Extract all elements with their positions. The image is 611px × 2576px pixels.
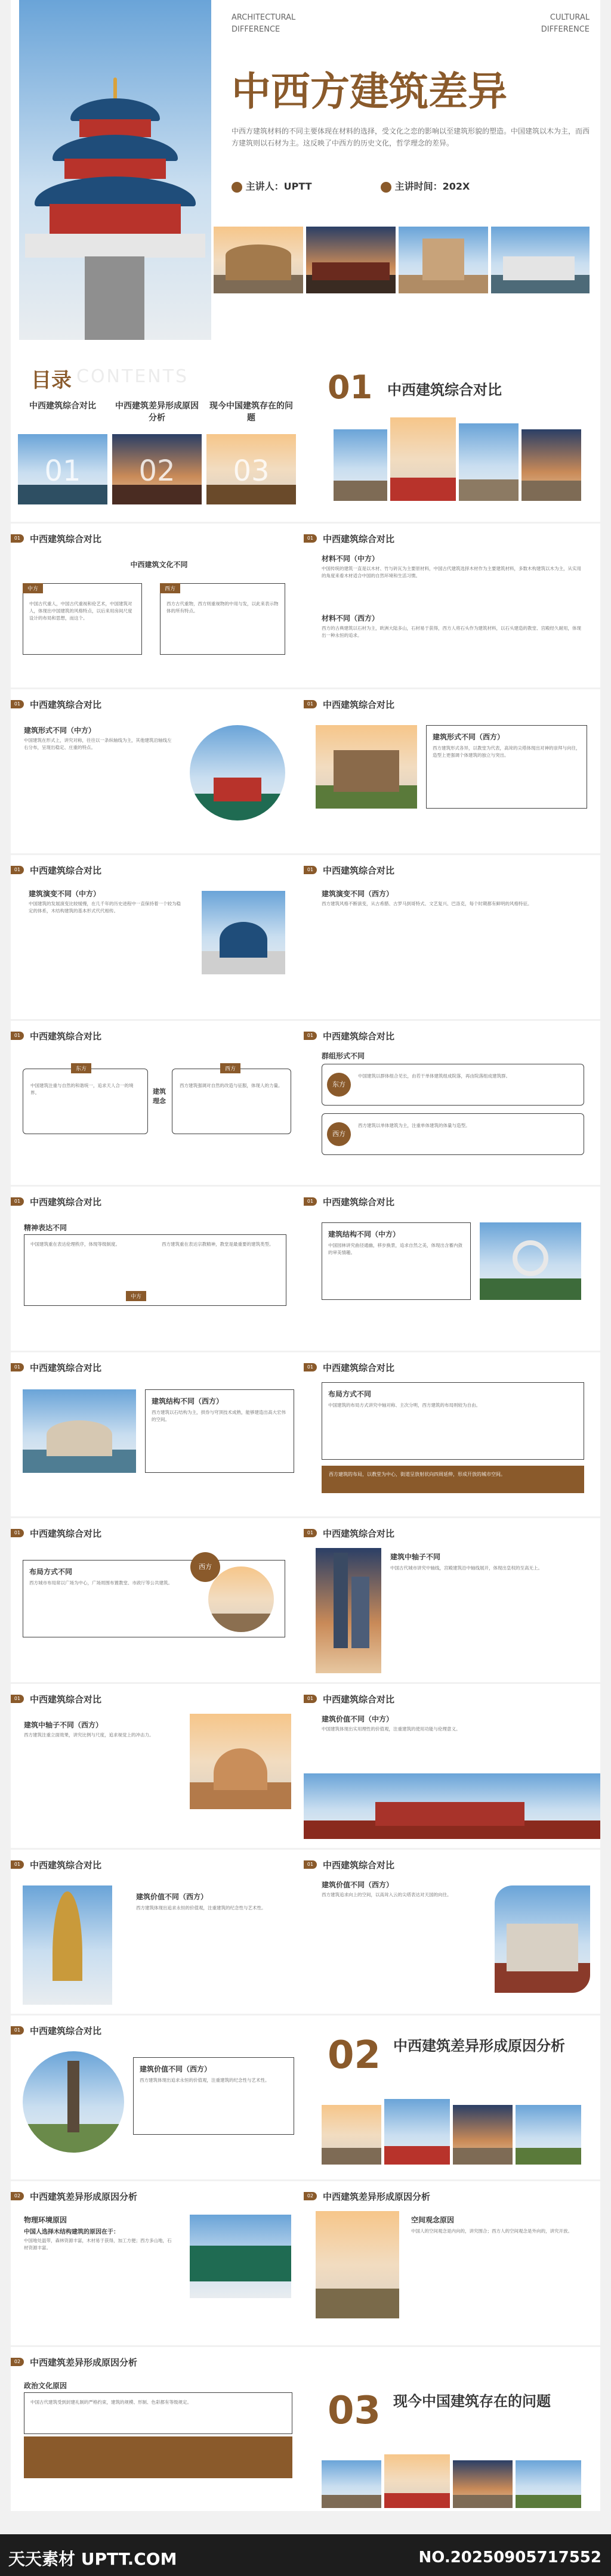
slide-header: 中西建筑综合对比 xyxy=(323,533,395,544)
slide-header: 中西建筑综合对比 xyxy=(323,1030,395,1042)
toc-item-1-label: 中西建筑综合对比 xyxy=(29,401,96,411)
section-02-strip-2 xyxy=(384,2099,450,2165)
cover-en-right: CULTURAL DIFFERENCE xyxy=(541,13,590,34)
spirit-title: 精神表达不同 xyxy=(24,1224,67,1232)
forbidden-city-image xyxy=(304,1773,600,1839)
slide-index: 01 xyxy=(11,1032,24,1040)
concept-cn-box xyxy=(23,1066,148,1134)
section-03-title: 现今中国建筑存在的问题 xyxy=(393,2393,551,2410)
spirit-text-1: 中国建筑重在表达伦理秩序，体现等级制度。 xyxy=(30,1241,120,1247)
layout-text: 中国建筑的布局方式讲究中轴对称、主次分明，西方建筑的布局则较为自由。 xyxy=(328,1402,480,1408)
user-icon xyxy=(232,182,242,193)
space-text: 中国人的空间观念是内向的，讲究围合；西方人的空间观念是外向的，讲究开放。 xyxy=(411,2228,572,2234)
layout-note-text: 西方建筑的布局，以教堂为中心，街道呈放射状向四周延伸，形成开放的城市空间。 xyxy=(329,1472,505,1477)
slide-header: 中西建筑综合对比 xyxy=(30,865,102,876)
height-west-text: 西方建筑注重立面效果，讲究比例与尺度，追求视觉上的冲击力。 xyxy=(24,1732,154,1738)
section-02-slide xyxy=(304,2015,600,2179)
form-cn-slide xyxy=(11,689,307,853)
layout-west-text: 西方城市布局常以广场为中心，广场周围布置教堂、市政厅等公共建筑。 xyxy=(29,1580,172,1586)
eiffel-title: 建筑价值不同（西方） xyxy=(140,2065,212,2073)
cn-box xyxy=(23,583,142,655)
eiffel-text: 西方建筑体现出追求永恒的价值观，注重建筑的纪念性与艺术性。 xyxy=(140,2077,270,2083)
west-tag: 西方 xyxy=(160,583,180,593)
great-wall-image xyxy=(316,2211,399,2318)
style-west-title: 建筑演变不同（西方） xyxy=(322,890,394,898)
value-west-text: 西方建筑体现出追求永恒的价值观，注重建筑的纪念性与艺术性。 xyxy=(136,1905,266,1911)
slide-index: 01 xyxy=(11,1363,24,1371)
concept-cn-tag: 东方 xyxy=(71,1063,91,1073)
layout-box xyxy=(322,1382,584,1460)
spirit-slide xyxy=(11,1187,307,1351)
height-west-slide xyxy=(11,1684,307,1848)
height-west-title: 建筑中轴子不同（西方） xyxy=(24,1721,103,1729)
venice-image xyxy=(23,1389,136,1473)
colosseum-image xyxy=(214,227,303,293)
style-cn-slide xyxy=(11,855,307,1019)
slide-header: 中西建筑综合对比 xyxy=(323,1362,395,1373)
palace-image xyxy=(306,227,396,293)
slide-header: 中西建筑综合对比 xyxy=(323,1859,395,1871)
cover-slide xyxy=(11,0,600,358)
eiffel-image xyxy=(23,2051,124,2153)
potala-image xyxy=(495,1885,590,1993)
spirit-cn-tag: 中方 xyxy=(126,1291,146,1301)
cover-speaker xyxy=(232,179,312,193)
toc-item-2-image xyxy=(112,434,202,504)
eave-image xyxy=(190,2215,291,2298)
form-west-slide xyxy=(304,689,600,853)
west-box xyxy=(160,583,285,655)
toc-item-2-label: 中西建筑差异形成原因分析 xyxy=(115,401,199,423)
env-slide xyxy=(11,2181,307,2345)
slide-index: 01 xyxy=(304,700,317,708)
group-title: 群组形式不同 xyxy=(322,1052,365,1060)
slide-index: 01 xyxy=(11,1529,24,1537)
form-west-text: 西方建筑形式各异，以教堂为代表，高耸的尖塔体现出对神的崇拜与向往，造型上更强调个体建筑的独立与突出。 xyxy=(433,745,581,758)
toc-heading-en: CONTENTS xyxy=(76,366,189,387)
form-west-box xyxy=(426,725,587,809)
slide-index: 02 xyxy=(304,2192,317,2200)
garden-title: 建筑结构不同（中方） xyxy=(328,1230,400,1239)
slide-header: 中西建筑差异形成原因分析 xyxy=(323,2191,431,2202)
section-03-num: 03 xyxy=(328,2389,381,2433)
footer-right-text: NO.20250905717552 xyxy=(418,2549,601,2566)
form-west-title: 建筑形式不同（西方） xyxy=(433,733,505,741)
form-cn-title: 建筑形式不同（中方） xyxy=(24,726,96,735)
slide-header: 中西建筑综合对比 xyxy=(30,699,102,710)
slide-header: 中西建筑综合对比 xyxy=(30,1196,102,1208)
value-cn-title: 建筑价值不同（中方） xyxy=(322,1715,394,1723)
section-02-strip-4 xyxy=(516,2105,581,2165)
env-text: 中国地处温带，森林资源丰富，木材易于获得，加工方便；西方多山地，石材资源丰富。 xyxy=(24,2238,172,2250)
group-west-box xyxy=(322,1113,584,1155)
skyscraper-image xyxy=(316,1548,381,1673)
temple-of-heaven-image xyxy=(19,0,211,340)
style-cn-title: 建筑演变不同（中方） xyxy=(29,890,101,898)
chinese-village-image xyxy=(491,227,590,293)
concept-west-tag: 西方 xyxy=(220,1063,240,1073)
section-01-strip-1 xyxy=(334,429,387,501)
slide-index: 01 xyxy=(304,1197,317,1206)
politics-text: 中国古代建筑受到封建礼制的严格约束，建筑的规模、形制、色彩都有等级规定。 xyxy=(30,2399,192,2405)
footer-left-text: 天天素材 UPTT.COM xyxy=(8,2549,177,2569)
slide-header: 中西建筑差异形成原因分析 xyxy=(30,2357,138,2368)
group-slide xyxy=(304,1021,600,1185)
west-text: 西方古代重物，西方则重视物的中用与发，以此来表示物体的所有特点。 xyxy=(166,601,279,614)
cover-en-left: ARCHITECTURAL DIFFERENCE xyxy=(232,13,296,34)
cathedral-round-image xyxy=(208,1566,274,1632)
struct-west-title: 建筑结构不同（西方） xyxy=(152,1397,224,1405)
toc-item-3-image xyxy=(206,434,296,504)
concept-west-text: 西方建筑强调对自然的改造与征服，体现人的力量。 xyxy=(180,1083,283,1088)
material-text-slide xyxy=(304,524,600,688)
section-01-title: 中西建筑综合对比 xyxy=(387,382,502,398)
section-03-strip-3 xyxy=(453,2460,513,2508)
style-west-text: 西方建筑风格不断演变，从古希腊、古罗马到哥特式、文艺复兴、巴洛克，每个时期都有鲜明的风格特征。 xyxy=(322,901,532,906)
space-title: 空间观念原因 xyxy=(411,2216,455,2224)
style-west-slide xyxy=(304,855,600,1019)
slide-header: 中西建筑综合对比 xyxy=(323,1196,395,1208)
slide-header: 中西建筑综合对比 xyxy=(30,1362,102,1373)
toc-item-1-image xyxy=(18,434,107,504)
form-cn-text: 中国建筑在形式上，讲究对称，往往以一条纵轴线为主，其他建筑沿轴线左右分布，呈现出稳定、庄重的特点。 xyxy=(24,738,172,750)
height-cn-title: 建筑中轴子不同 xyxy=(390,1553,441,1561)
slide-header: 中西建筑综合对比 xyxy=(30,1693,102,1705)
slide-index: 01 xyxy=(11,700,24,708)
golden-pagoda-image xyxy=(23,1885,112,2005)
material-compare-title: 中西建筑文化不同 xyxy=(130,561,188,569)
politics-fill xyxy=(24,2436,292,2478)
toc-item-3-label: 现今中国建筑存在的问题 xyxy=(209,401,293,423)
concept-west-box xyxy=(172,1066,291,1134)
toc-item-1[interactable] xyxy=(18,400,107,504)
slide-header: 中西建筑综合对比 xyxy=(30,2025,102,2036)
slide-index: 02 xyxy=(11,2192,24,2200)
clock-icon xyxy=(381,182,391,193)
value-cn-slide xyxy=(304,1684,600,1848)
group-west-chip: 西方 xyxy=(327,1122,351,1146)
castle-image xyxy=(316,725,417,809)
value-west2-title: 建筑价值不同（西方） xyxy=(322,1881,394,1889)
garden-text: 中国园林讲究曲径通幽，移步换景，追求自然之美，体现出含蓄内敛的审美情趣。 xyxy=(328,1243,462,1255)
slide-header: 中西建筑综合对比 xyxy=(323,1528,395,1539)
slide-index: 01 xyxy=(11,1695,24,1703)
slide-index: 01 xyxy=(304,534,317,543)
slide-index: 01 xyxy=(304,1032,317,1040)
cover-description: 中西方建筑材料的不同主要体现在材料的选择，受文化之恋的影响以至建筑形貌的塑造。中国建筑以木为主，而西方建筑则以石材为主。这反映了中西方的历史文化，哲学理念的差异。 xyxy=(232,127,590,147)
slide-header: 中西建筑综合对比 xyxy=(323,1693,395,1705)
slide-header: 中西建筑综合对比 xyxy=(30,1030,102,1042)
section-02-title: 中西建筑差异形成原因分析 xyxy=(393,2038,565,2054)
section-02-strip-1 xyxy=(322,2105,381,2165)
speaker-value: UPTT xyxy=(283,181,312,192)
section-03-slide xyxy=(304,2347,600,2511)
spirit-box xyxy=(24,1234,286,1306)
material-compare-slide xyxy=(11,524,307,688)
concept-slide xyxy=(11,1021,307,1185)
politics-slide xyxy=(11,2347,307,2511)
cover-title: 中西方建筑差异 xyxy=(232,69,507,114)
slide-index: 01 xyxy=(304,866,317,874)
struct-west-text: 西方建筑以石结构为主，拱券与穹顶技术成熟，能够建造出高大宏伟的空间。 xyxy=(152,1410,286,1422)
style-cn-text: 中国建筑的发展演变比较缓慢，在几千年的历史进程中一直保持着一个较为稳定的体系，木结构建筑的基本形式代代相传。 xyxy=(29,901,181,914)
struct-west-box xyxy=(145,1389,294,1473)
spirit-text-2: 西方建筑重在表达宗教精神，教堂是最重要的建筑类型。 xyxy=(162,1241,274,1247)
toc-item-3-num: 03 xyxy=(233,454,270,488)
struct-west-slide xyxy=(11,1352,307,1516)
section-01-slide xyxy=(304,358,600,522)
garden-slide xyxy=(304,1187,600,1351)
group-cn-text: 中国建筑以群体组合见长，由若干单体建筑组成院落，再由院落组成建筑群。 xyxy=(358,1073,510,1079)
slide-index: 01 xyxy=(11,1860,24,1869)
politics-title: 政治文化原因 xyxy=(24,2382,67,2390)
section-03-strip-4 xyxy=(516,2460,581,2508)
slide-header: 中西建筑综合对比 xyxy=(323,865,395,876)
speaker-label: 主讲人： xyxy=(245,181,284,192)
layout-note-box xyxy=(322,1466,584,1493)
section-01-strip-3 xyxy=(459,423,519,501)
politics-box xyxy=(24,2392,292,2434)
toc-item-1-num: 01 xyxy=(44,454,81,488)
moon-gate-image xyxy=(480,1222,581,1300)
time-label: 主讲时间： xyxy=(394,181,443,192)
slide-index: 01 xyxy=(304,1695,317,1703)
group-cn-chip: 东方 xyxy=(327,1073,351,1097)
material-west-text: 西方的古典建筑以石材为主，欧洲大陆多山，石材易于获得，西方人将石头作为建筑材料，以石头建造的教堂、宫殿经久耐用，体现出一种永恒的追求。 xyxy=(322,626,581,638)
slide-header: 中西建筑综合对比 xyxy=(323,699,395,710)
value-west-title: 建筑价值不同（西方） xyxy=(136,1893,208,1901)
section-01-strip-2 xyxy=(390,417,456,501)
layout-west-title: 布局方式不同 xyxy=(29,1568,73,1576)
temple-square-image xyxy=(202,891,285,974)
value-west-slide-2 xyxy=(304,1850,600,2014)
concept-cn-text: 中国建筑注重与自然的和谐统一，追求天人合一的境界。 xyxy=(30,1083,134,1095)
toc-slide xyxy=(11,358,307,522)
slide-index: 01 xyxy=(11,866,24,874)
slide-index: 02 xyxy=(11,2358,24,2366)
cathedral-image xyxy=(399,227,488,293)
section-01-strip-4 xyxy=(521,429,581,501)
layout-title: 布局方式不同 xyxy=(328,1390,372,1398)
section-03-strip-2 xyxy=(384,2454,450,2508)
cn-text: 中国古代重人，中国古代重视和伦艺术，中国建筑对人，体现出中国建筑的风格特点，以后来用房间尺度设计的布局和思想，而这个。 xyxy=(29,601,132,621)
slide-index: 01 xyxy=(11,1197,24,1206)
slide-index: 01 xyxy=(304,1363,317,1371)
layout-west-slide xyxy=(11,1518,307,1682)
garden-box xyxy=(322,1222,471,1300)
env-title: 物理环境原因 xyxy=(24,2216,67,2224)
cover-time xyxy=(381,179,470,193)
material-west-title: 材料不同（西方） xyxy=(322,614,379,623)
group-west-text: 西方建筑以单体建筑为主，注重单体建筑的体量与造型。 xyxy=(358,1123,470,1128)
material-cn-text: 中国传统的建筑一直是以木材、竹与砖瓦为主要原材料，中国古代建筑选择木材作为主要建筑材料，多数木构建筑以木为主，从实用的角度来看木材适合中国的自然环境和生活习惯。 xyxy=(322,566,581,578)
section-02-num: 02 xyxy=(328,2033,381,2077)
layout-slide xyxy=(304,1352,600,1516)
value-cn-text: 中国建筑体现出实用理性的价值观，注重建筑的使用功能与伦理意义。 xyxy=(322,1726,461,1732)
space-slide xyxy=(304,2181,600,2345)
slide-header: 中西建筑综合对比 xyxy=(30,1859,102,1871)
value-west2-text: 西方建筑追求向上的空间，以高耸入云的尖塔表达对天国的向往。 xyxy=(322,1892,452,1897)
slide-header: 中西建筑综合对比 xyxy=(30,533,102,544)
slide-index: 01 xyxy=(11,2026,24,2035)
section-01-num: 01 xyxy=(328,369,373,406)
concept-mid-label: 建筑 理念 xyxy=(153,1088,166,1105)
eiffel-box xyxy=(133,2057,294,2135)
layout-west-box xyxy=(23,1560,285,1637)
watermark-footer xyxy=(0,2534,611,2576)
layout-west-chip: 西方 xyxy=(190,1552,220,1582)
slide-header: 中西建筑综合对比 xyxy=(30,1528,102,1539)
slide-index: 01 xyxy=(304,1529,317,1537)
toc-item-2-num: 02 xyxy=(138,454,175,488)
toc-item-3[interactable] xyxy=(206,400,296,504)
toc-item-2[interactable] xyxy=(112,400,202,504)
env-subtitle: 中国人选择木结构建筑的原因在于： xyxy=(24,2229,119,2236)
slide-index: 01 xyxy=(304,1860,317,1869)
basilica-image xyxy=(190,1714,291,1809)
value-west-slide xyxy=(11,1850,307,2014)
section-03-strip-1 xyxy=(322,2460,381,2508)
slide-index: 01 xyxy=(11,534,24,543)
group-cn-box xyxy=(322,1064,584,1106)
cn-tag: 中方 xyxy=(23,583,43,593)
height-cn-slide xyxy=(304,1518,600,1682)
height-cn-text: 中国古代城市讲究中轴线，宫殿建筑沿中轴线展开，体现出皇权的至高无上。 xyxy=(390,1565,542,1571)
material-cn-title: 材料不同（中方） xyxy=(322,555,379,563)
toc-heading: 目录 xyxy=(31,369,72,392)
time-value: 202X xyxy=(442,181,470,192)
section-02-strip-3 xyxy=(453,2105,513,2165)
pavilion-round-image xyxy=(190,725,285,821)
slide-header: 中西建筑差异形成原因分析 xyxy=(30,2191,138,2202)
eiffel-slide xyxy=(11,2015,307,2179)
